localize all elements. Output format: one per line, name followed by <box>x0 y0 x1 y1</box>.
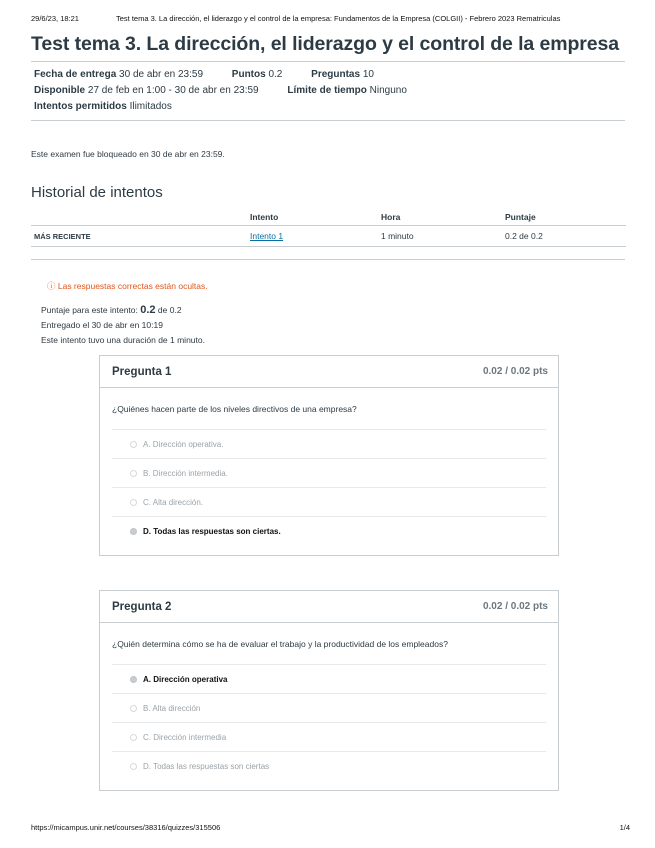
attempts-label: Intentos permitidos <box>34 101 127 112</box>
footer-page-number: 1/4 <box>619 823 630 832</box>
history-title: Historial de intentos <box>31 184 163 201</box>
question-header <box>100 591 558 623</box>
quiz-meta-row-2 <box>34 85 407 96</box>
answer-option-c[interactable]: C. Alta dirección. <box>112 487 546 516</box>
due-value: 30 de abr en 23:59 <box>119 69 204 80</box>
answer-option-a[interactable]: A. Dirección operativa <box>112 664 546 693</box>
attempt-time: 1 minuto <box>378 226 502 247</box>
question-text: ¿Quién determina cómo se ha de evaluar el trabajo y la productividad de los empleados? <box>112 639 448 649</box>
answer-option-c[interactable]: C. Dirección intermedia <box>112 722 546 751</box>
radio-checked-icon[interactable] <box>130 528 137 535</box>
answer-option-b[interactable]: B. Dirección intermedia. <box>112 458 546 487</box>
print-doc-title: Test tema 3. La dirección, el liderazgo y el control de la empresa: Fundamentos de la Empresa (COLGII) - Febrero 2023 Rematriculas <box>116 14 561 23</box>
answer-option-b[interactable]: B. Alta dirección <box>112 693 546 722</box>
available-label: Disponible <box>34 85 86 96</box>
question-text: ¿Quiénes hacen parte de los niveles directivos de una empresa? <box>112 404 357 414</box>
quiz-meta-row-3 <box>34 101 172 112</box>
question-title: Pregunta 1 <box>112 365 172 378</box>
answer-option-d[interactable]: D. Todas las respuestas son ciertas. <box>112 516 546 545</box>
due-label: Fecha de entrega <box>34 69 117 80</box>
points-label: Puntos <box>231 69 266 80</box>
attempt-history-table <box>31 208 626 247</box>
answer-option-a[interactable]: A. Dirección operativa. <box>112 429 546 458</box>
attempt-score-value: 0.2 <box>140 304 156 316</box>
quiz-meta-row-1 <box>34 69 374 80</box>
submitted-line: Entregado el 30 de abr en 10:19 <box>41 320 163 330</box>
questions-value: 10 <box>362 69 374 80</box>
footer-url: https://micampus.unir.net/courses/38316/quizzes/315506 <box>31 823 221 832</box>
lock-note: Este examen fue bloqueado en 30 de abr en 23:59. <box>31 149 225 159</box>
col-header-score: Puntaje <box>502 208 626 226</box>
available-value: 27 de feb en 1:00 - 30 de abr en 23:59 <box>87 85 259 96</box>
attempt-link[interactable]: Intento 1 <box>250 231 284 241</box>
col-header-blank <box>31 208 247 226</box>
radio-unchecked-icon[interactable] <box>130 734 137 741</box>
col-header-time: Hora <box>378 208 502 226</box>
points-value: 0.2 <box>268 69 283 80</box>
attempts-value: Ilimitados <box>129 101 172 112</box>
divider <box>31 259 625 260</box>
time-limit-label: Límite de tiempo <box>287 85 367 96</box>
divider <box>31 61 625 62</box>
print-footer <box>31 823 630 832</box>
radio-unchecked-icon[interactable] <box>130 470 137 477</box>
radio-checked-icon[interactable] <box>130 676 137 683</box>
radio-unchecked-icon[interactable] <box>130 441 137 448</box>
hidden-answers-warning: ⓘ Las respuestas correctas están ocultas. <box>47 281 208 291</box>
print-datetime: 29/6/23, 18:21 <box>31 14 79 23</box>
question-points: 0.02 / 0.02 pts <box>482 366 548 377</box>
radio-unchecked-icon[interactable] <box>130 705 137 712</box>
col-header-attempt: Intento <box>247 208 378 226</box>
question-header <box>100 356 558 388</box>
question-card-1 <box>99 355 559 556</box>
divider <box>31 120 625 121</box>
questions-label: Preguntas <box>311 69 361 80</box>
recent-label: MÁS RECIENTE <box>31 226 247 247</box>
answer-option-d[interactable]: D. Todas las respuestas son ciertas <box>112 751 546 780</box>
print-header <box>31 14 635 23</box>
duration-line: Este intento tuvo una duración de 1 minuto. <box>41 335 205 345</box>
attempt-score-line: Puntaje para este intento: 0.2 de 0.2 <box>41 304 182 316</box>
question-title: Pregunta 2 <box>112 600 172 613</box>
page-title: Test tema 3. La dirección, el liderazgo y el control de la empresa <box>31 33 619 55</box>
radio-unchecked-icon[interactable] <box>130 763 137 770</box>
radio-unchecked-icon[interactable] <box>130 499 137 506</box>
attempt-info <box>41 303 205 348</box>
question-card-2 <box>99 590 559 791</box>
attempt-score: 0.2 de 0.2 <box>502 226 626 247</box>
table-row <box>31 226 626 247</box>
time-limit-value: Ninguno <box>369 85 407 96</box>
table-header-row <box>31 208 626 226</box>
question-points: 0.02 / 0.02 pts <box>482 601 548 612</box>
